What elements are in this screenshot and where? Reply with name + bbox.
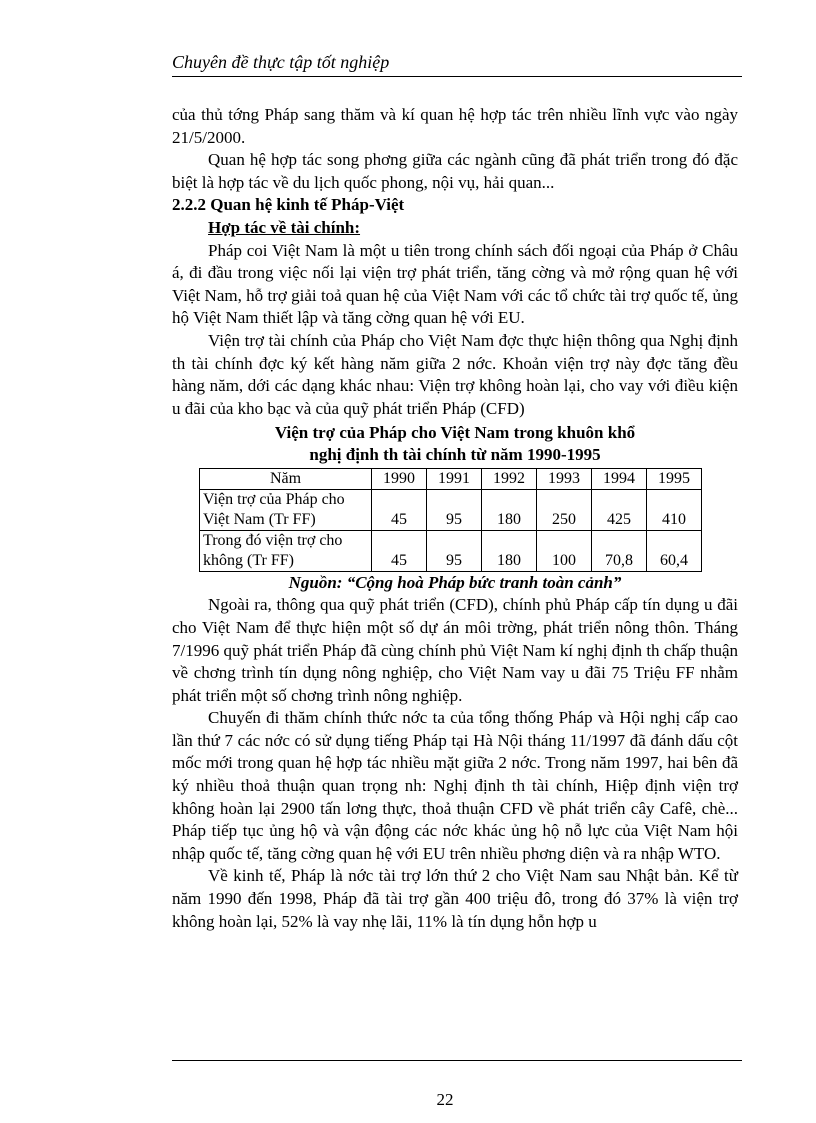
table-cell: 45: [372, 531, 427, 572]
table-row: [200, 490, 702, 531]
table-row-label-line: không (Tr FF): [203, 552, 294, 570]
paragraph: Chuyến đi thăm chính thức nớc ta của tổng thống Pháp và Hội nghị cấp cao lần thứ 7 các nớc có sử dụng tiếng Pháp tại Hà Nội tháng 11/1997 đã đánh dấu cột mốc mới trong quan hệ hợp tác nhiều mặt giữa 2 nớc. Trong năm 1997, hai bên đã ký nhiều thoả thuận quan trọng nh: Nghị định th tài chính, Hiệp định viện trợ không hoàn lại 2900 tấn lơng thực, thoả thuận CFD về phát triển cây Cafê, chè... Pháp tiếp tục ủng hộ và vận động các nớc khác ủng hộ nỗ lực của Việt Nam hội nhập quốc tế, tăng cờng quan hệ với EU trên nhiều phơng diện và ra nhập WTO.: [172, 708, 738, 863]
table-cell: 100: [537, 531, 592, 572]
table-row-label-line: Viện trợ của Pháp cho: [203, 491, 345, 509]
table-header-row: [200, 469, 702, 490]
table-title: [172, 422, 738, 466]
table-title-line: Viện trợ của Pháp cho Việt Nam trong khuôn khổ: [274, 423, 636, 443]
paragraph: của thủ tớng Pháp sang thăm và kí quan hệ hợp tác trên nhiều lĩnh vực vào ngày 21/5/2000.: [172, 105, 738, 147]
page-header: [172, 50, 742, 77]
table-cell: 425: [592, 490, 647, 531]
paragraph: Pháp coi Việt Nam là một u tiên trong chính sách đối ngoại của Pháp ở Châu á, đi đầu trong việc nối lại viện trợ phát triển, tăng cờng và mở rộng quan hệ với Việt Nam, hỗ trợ giải toả quan hệ của Việt Nam với các tổ chức tài trợ quốc tế, ủng hộ Việt Nam thiết lập và tăng cờng quan hệ với EU.: [172, 240, 738, 328]
footer-divider: [172, 1060, 742, 1061]
paragraph: Quan hệ hợp tác song phơng giữa các ngành cũng đã phát triển trong đó đặc biệt là hợp tác về du lịch quốc phong, nội vụ, hải quan...: [172, 150, 738, 192]
table-cell: 95: [427, 531, 482, 572]
table-cell: 70,8: [592, 531, 647, 572]
aid-table: [199, 468, 702, 572]
table-cell: 95: [427, 490, 482, 531]
table-header-cell: Năm: [200, 469, 372, 490]
table-row-label-line: Trong đó viện trợ cho: [203, 532, 343, 550]
table-cell: 60,4: [647, 531, 702, 572]
table-cell: 180: [482, 531, 537, 572]
table-row: [200, 531, 702, 572]
table-cell: 45: [372, 490, 427, 531]
table-header-cell: 1994: [592, 469, 647, 490]
table-header-cell: 1993: [537, 469, 592, 490]
page-number: 22: [436, 1090, 454, 1109]
table-source: Nguồn: “Cộng hoà Pháp bức tranh toàn cảnh”: [288, 573, 622, 593]
paragraph: Viện trợ tài chính của Pháp cho Việt Nam đợc thực hiện thông qua Nghị định th tài chính đợc ký kết hàng năm giữa 2 nớc. Khoản viện trợ này đợc tăng đều hàng năm, dới các dạng khác nhau: Viện trợ không hoàn lại, cho vay với điều kiện u đãi của kho bạc và của quỹ phát triển Pháp (CFD): [172, 330, 738, 418]
table-header-cell: 1991: [427, 469, 482, 490]
header-title: Chuyên đề thực tập tốt nghiệp: [172, 52, 390, 72]
table-row-label: [200, 490, 372, 531]
table-cell: 180: [482, 490, 537, 531]
table-header-cell: 1995: [647, 469, 702, 490]
subheading: Hợp tác về tài chính:: [208, 217, 361, 237]
paragraph: Về kinh tế, Pháp là nớc tài trợ lớn thứ 2 cho Việt Nam sau Nhật bản. Kể từ năm 1990 đến 1998, Pháp đã tài trợ gần 400 triệu đô, trong đó 37% là viện trợ không hoàn lại, 52% là vay nhẹ lãi, 11% là tín dụng hỗn hợp u: [172, 866, 738, 931]
table-header-cell: 1990: [372, 469, 427, 490]
table-row-label: [200, 531, 372, 572]
document-body: [172, 104, 738, 933]
table-header-cell: 1992: [482, 469, 537, 490]
paragraph: Ngoài ra, thông qua quỹ phát triển (CFD), chính phủ Pháp cấp tín dụng u đãi cho Việt Nam để thực hiện một số dự án môi trờng, phát triển nông thôn. Tháng 7/1996 quỹ phát triển Pháp đã cùng chính phủ Việt Nam kí nghị định th chấp thuận về chơng trình tín dụng nông nghiệp, cho Việt Nam vay u đãi 75 Triệu FF nhằm phát triển một số chơng trình nông nghiệp.: [172, 595, 738, 705]
table-title-line: nghị định th tài chính từ năm 1990-1995: [309, 445, 601, 465]
section-title: 2.2.2 Quan hệ kinh tế Pháp-Việt: [172, 195, 405, 215]
table-row-label-line: Việt Nam (Tr FF): [203, 511, 316, 529]
table-cell: 410: [647, 490, 702, 531]
table-cell: 250: [537, 490, 592, 531]
